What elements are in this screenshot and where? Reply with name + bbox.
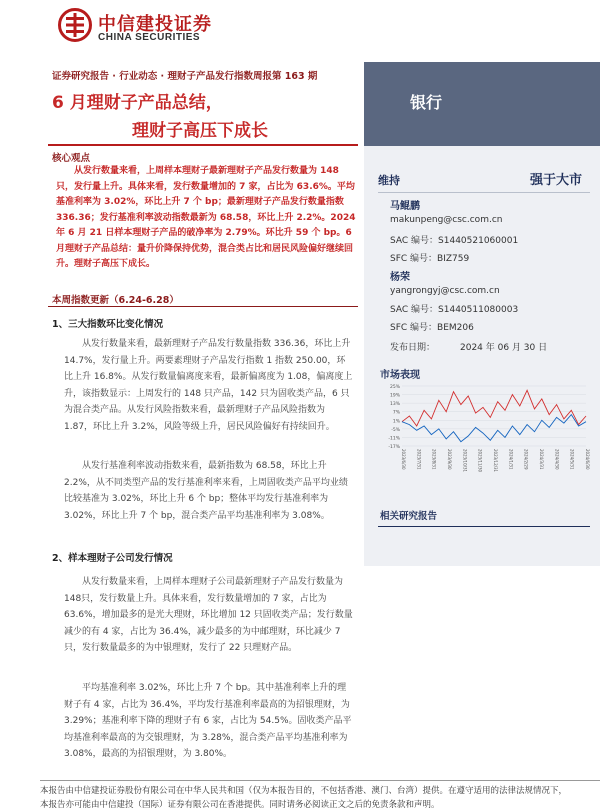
core-points-body (56, 164, 356, 273)
chart-x-tick-label: 2024/5/31 (569, 449, 575, 470)
rating-value: 强于大市 (529, 173, 582, 188)
analyst1-sac: SAC 编号：S1440521060001 (390, 236, 519, 246)
section2-paragraph2 (64, 680, 354, 763)
china-securities-logo-icon (58, 8, 92, 42)
chart-x-tick-label: 2023/7/31 (416, 449, 422, 470)
footer-divider (40, 780, 600, 781)
chart-x-tick-label: 2023/8/31 (431, 449, 437, 470)
section2-paragraph1-text: 从发行数量来看，上周样本理财子公司最新理财子产品发行数量为148只，发行数量上升。具体来看，发行数量增加的 7 家，占比为 63.6%，增加最多的是光大理财，环比增加 12 只固收类产品；发行数量减少的有 4 家，占比为 36.4%，减少最多的为中邮理财，环比减少 7 只，发行数量最多的为中银理财，发行了 22 只理财产品。 (64, 577, 353, 653)
title-divider (48, 144, 358, 146)
chart-y-tick-label: 13% (389, 402, 400, 408)
chart-x-tick-label: 2023/10/31 (462, 449, 468, 473)
section2-paragraph2-text: 平均基准利率 3.02%，环比上升 7 个 bp。其中基准利率上升的理财子有 4 家，占比为 36.4%，平均发行基准利率最高的为招银理财，为 3.29%；基准利率下降的理财子有 6 家，占比为 54.5%。固收类产品平均基准利率最高的为交银理财，为 3.28%，混合类产品平均基准利率为 3.08%，最高的为招银理财，为 3.80%。 (64, 683, 352, 759)
publish-date-value: 2024 年 06 月 30 日 (460, 343, 548, 353)
chart-x-tick-label: 2023/9/30 (447, 449, 452, 470)
market-performance-chart (378, 382, 590, 478)
chart-y-tick-label: -17% (388, 445, 400, 450)
chart-y-tick-label: 7% (392, 410, 400, 416)
core-points-text: 从发行数量来看，上周样本理财子最新理财子产品发行数量为 148 只，发行量上升。具体来看，发行数量增加的 7 家，占比为 63.6%。平均基准利率为 3.02%，环比上升 7 个 bp；最新理财子产品发行数量指数 336.36；发行基准利率波动指数最新为 68.58，环比上升 2.2%。2024 年 6 月 21 日样本理财子产品的破净率为 2.79%。环比升 59 个 bp。6 月理财子产品总结：量升价降保持优势，混合类占比和居民风险偏好继续回升。理财子高压下成长。 (56, 166, 356, 269)
footer-line2: 本报告亦可能由中信建投（国际）证券有限公司在香港提供。同时请务必阅读正文之后的免责条款和声明。 (40, 800, 440, 810)
analyst1-email[interactable]: makunpeng@csc.com.cn (390, 215, 503, 225)
disclaimer-footer (40, 784, 600, 812)
chart-y-tick-label: -5% (391, 427, 400, 433)
chart-x-tick-label: 2023/11/30 (477, 449, 483, 473)
chart-y-tick-label: 19% (389, 393, 400, 399)
report-series-line: 证券研究报告 · 行业动态 · 理财子产品发行指数周报第 163 期 (52, 71, 318, 82)
related-reports-title: 相关研究报告 (380, 511, 438, 522)
chart-x-tick-label: 2024/2/29 (523, 449, 529, 470)
analyst1-sfc: SFC 编号：BIZ759 (390, 254, 470, 264)
analyst2-sfc: SFC 编号：BEM206 (390, 323, 474, 333)
logo-english-text: CHINA SECURITIES (98, 32, 201, 43)
footer-line1: 本报告由中信建投证券股份有限公司在中华人民共和国（仅为本报告目的，不包括香港、澳门、台湾）提供。在遵守适用的法律法规情况下， (40, 786, 568, 796)
chart-y-tick-label: 1% (392, 419, 400, 425)
section1-paragraph2 (64, 458, 354, 524)
sector-banner (364, 62, 600, 146)
rating-row (378, 166, 590, 193)
chart-x-tick-label: 2024/6/30 (585, 449, 590, 470)
chart-y-tick-label: 25% (389, 385, 400, 390)
sector-label: 银行 (410, 93, 443, 112)
chart-x-tick-label: 2024/1/31 (508, 449, 514, 470)
analyst2-sac: SAC 编号：S1440511080003 (390, 305, 519, 315)
section2-title: 2、样本理财子公司发行情况 (52, 553, 173, 564)
chart-x-tick-label: 2024/3/31 (539, 449, 544, 470)
section1-paragraph1-text: 从发行数量来看，最新理财子产品发行数量指数 336.36，环比上升 14.7%，发行量上升。两要素理财子产品发行指数 1 指数 250.00，环比上升 16.8%。从发行数量偏离度来看，最新偏离度为 1.08，偏离度上升，该指数显示：上周发行的 148 只产品，142 只为固收类产品，6 只为混合类产品。从发行风险指数来看，最新理财子产品风险指数为 1.87，环比上升 3.2%，风险等级上升，居民风险偏好有持续回升。 (64, 339, 353, 432)
weekly-update-heading: 本周指数更新（6.24-6.28） (52, 295, 179, 306)
chart-x-tick-label: 2023/6/30 (401, 449, 406, 470)
chart-y-tick-label: -11% (388, 436, 400, 442)
analyst1-name: 马鲲鹏 (390, 201, 420, 212)
chart-x-tick-label: 2023/12/31 (493, 449, 498, 473)
market-performance-title: 市场表现 (380, 370, 420, 381)
weekly-update-divider (48, 306, 358, 307)
chart-x-tick-label: 2024/4/30 (554, 449, 560, 470)
report-title-line2: 理财子高压下成长 (132, 121, 268, 141)
report-title-line1: 6 月理财子产品总结， (52, 93, 223, 113)
section2-paragraph1 (64, 574, 354, 657)
rating-label: 维持 (378, 174, 400, 187)
analyst2-email[interactable]: yangrongyj@csc.com.cn (390, 286, 500, 296)
logo-chinese-text: 中信建投证券 (98, 14, 212, 35)
chart-series-line-1 (402, 390, 586, 426)
core-points-heading: 核心观点 (52, 153, 91, 164)
publish-date-label: 发布日期： (390, 343, 436, 353)
related-reports-divider (378, 526, 590, 527)
analyst2-name: 杨荣 (390, 272, 410, 283)
section1-paragraph1 (64, 336, 354, 435)
section1-title: 1、三大指数环比变化情况 (52, 319, 164, 330)
section1-paragraph2-text: 从发行基准利率波动指数来看，最新指数为 68.58，环比上升 2.2%，从不同类型产品的发行基准利率来看，上周固收类产品平均业绩比较基准为 3.02%，环比上升 6 个 bp；整体平均发行基准利率为 3.02%，环比上升 7 个 bp，混合类产品平均基准利率为 3.08%。 (64, 461, 348, 521)
